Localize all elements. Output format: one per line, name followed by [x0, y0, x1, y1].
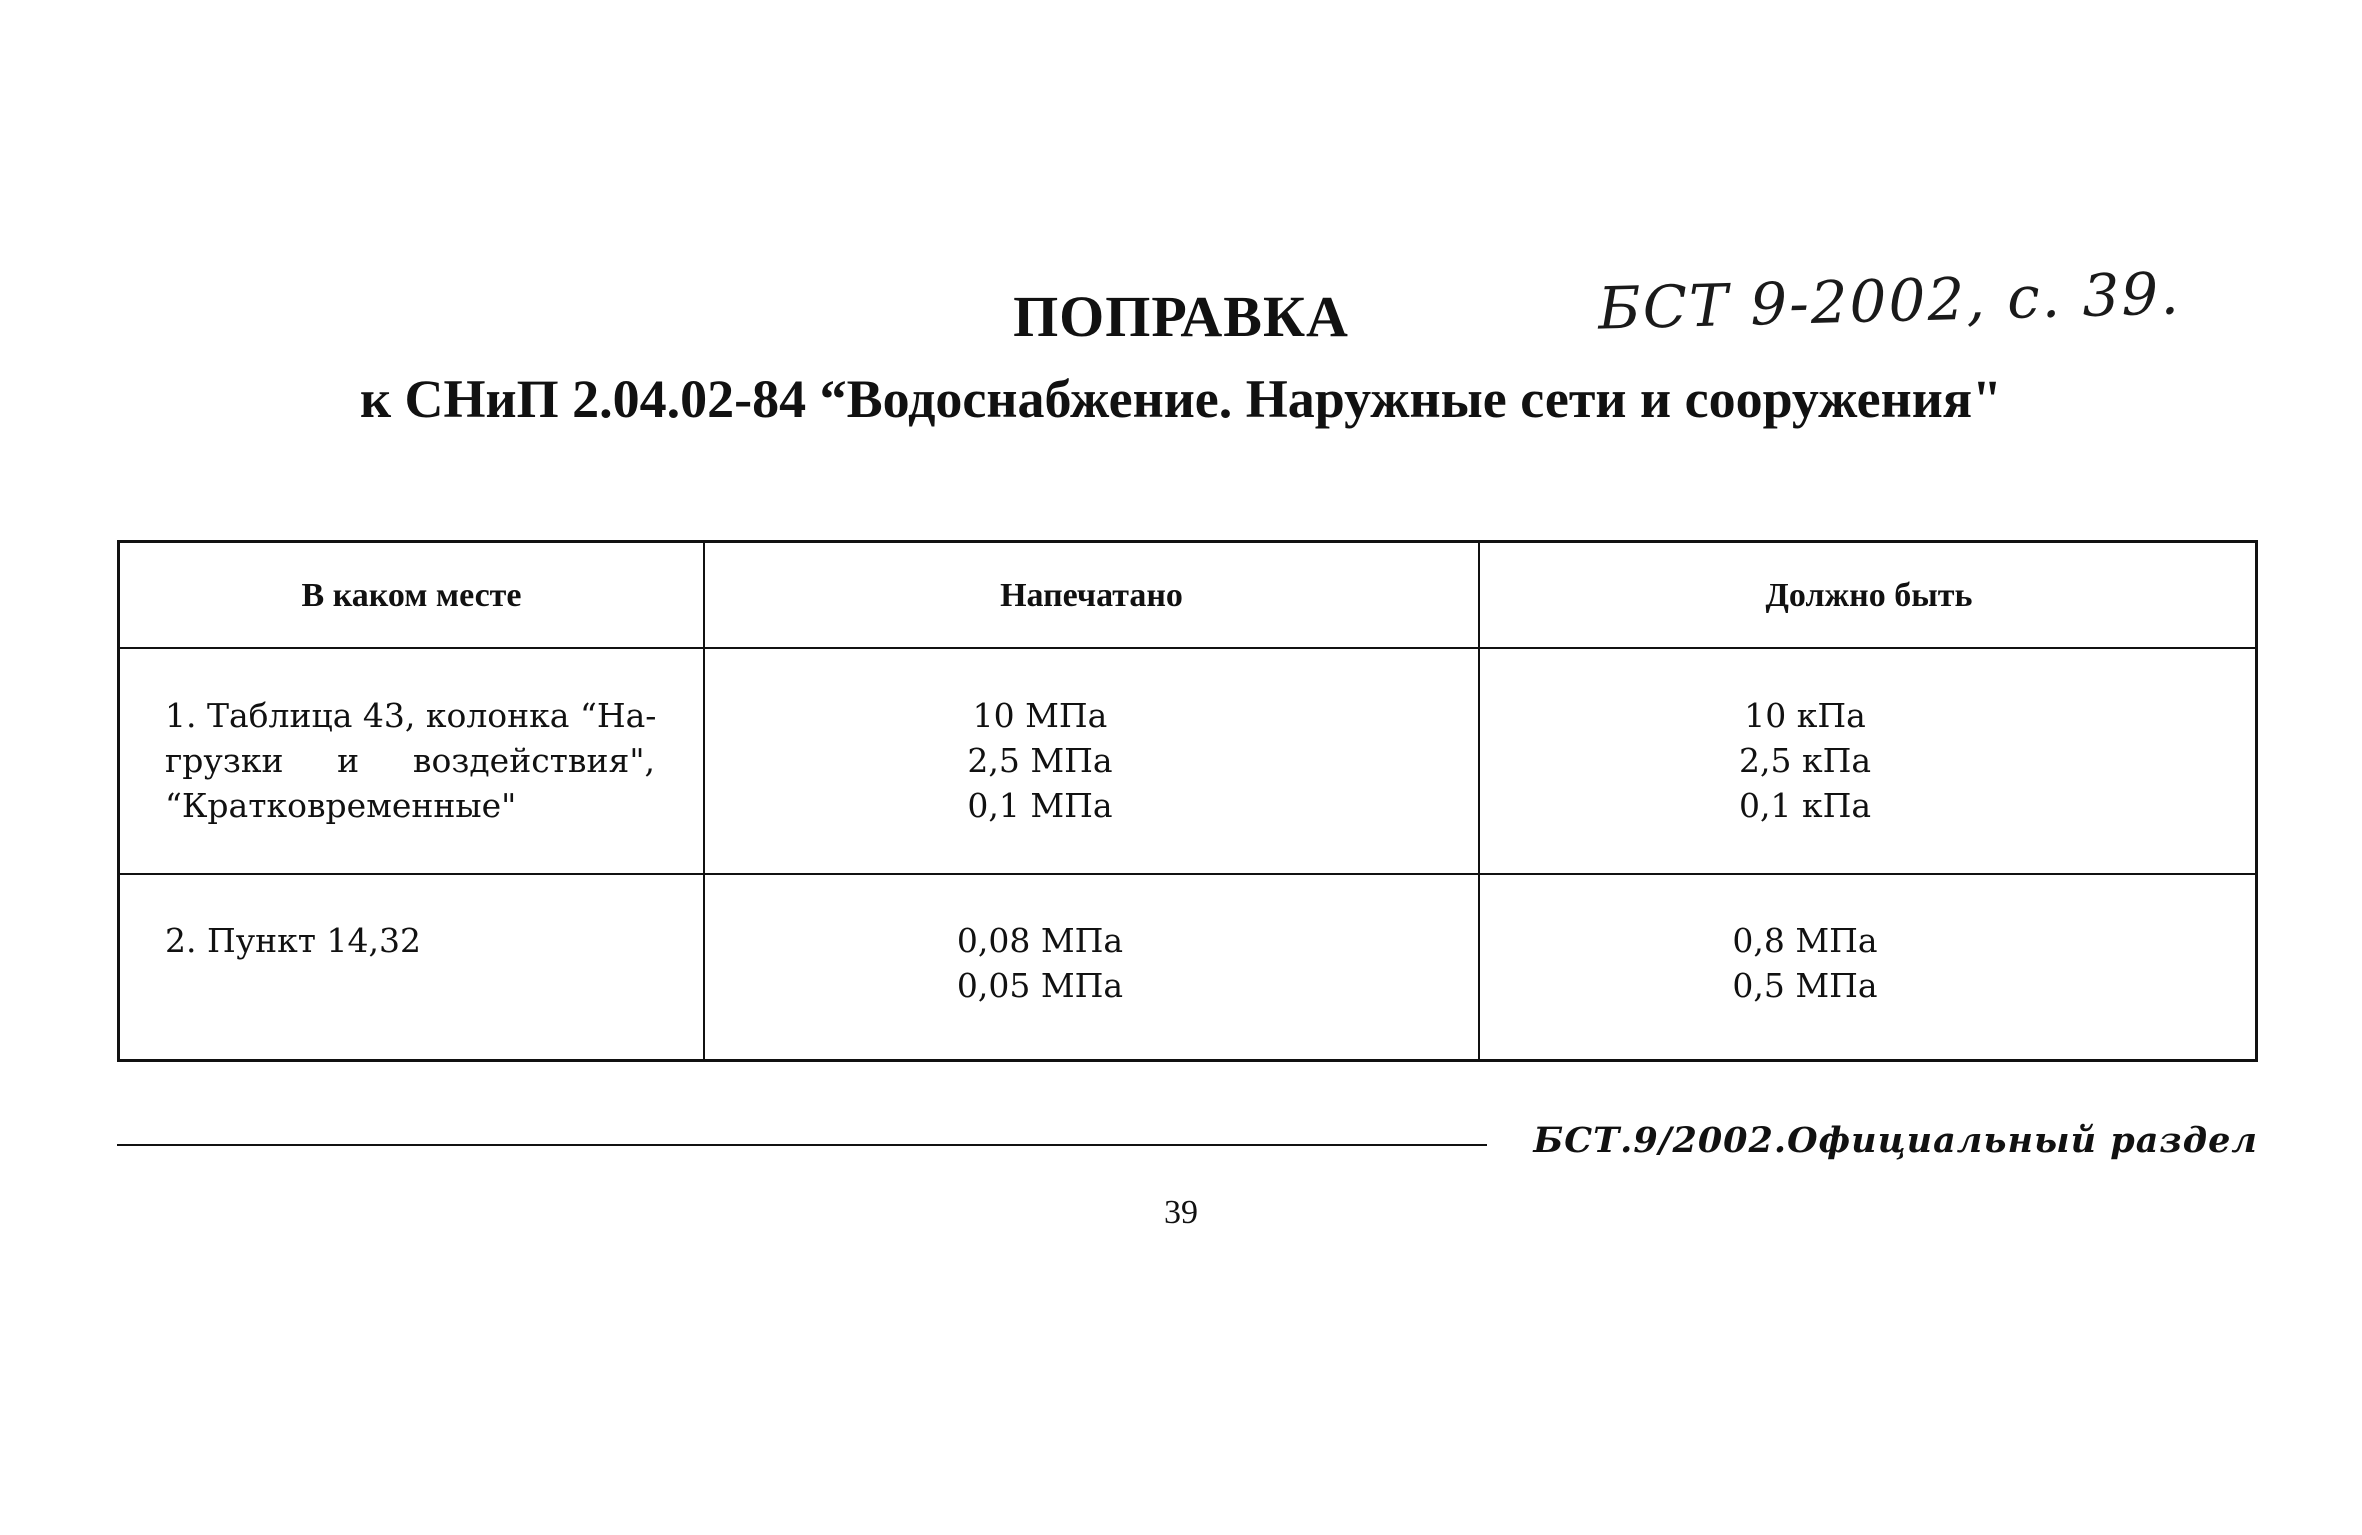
- row-1-should-be: [1650, 693, 1960, 828]
- row-1-location-line-3: “Кратковременные": [165, 786, 517, 825]
- column-divider-1: [703, 543, 705, 1059]
- row-1-printed-line-3: 0,1 МПа: [967, 786, 1113, 825]
- row-2-printed-line-1: 0,08 МПа: [956, 921, 1124, 960]
- row-1-location-line-1: 1. Таблица 43, колонка “На-: [165, 696, 657, 735]
- row-2-should-be-line-1: 0,8 МПа: [1732, 921, 1878, 960]
- row-1-should-be-line-1: 10 кПа: [1744, 696, 1866, 735]
- row-1-printed-line-1: 10 МПа: [972, 696, 1108, 735]
- corrections-table: [117, 540, 2258, 1062]
- row-2-should-be: [1650, 918, 1960, 1008]
- header-printed: Напечатано: [1000, 577, 1183, 614]
- header-location: В каком месте: [301, 577, 522, 614]
- row-1-printed-line-2: 2,5 МПа: [967, 741, 1113, 780]
- column-divider-2: [1478, 543, 1480, 1059]
- document-subtitle: к СНиП 2.04.02-84 “Водоснабжение. Наружные сети и сооружения": [359, 369, 2003, 429]
- row-1-should-be-line-2: 2,5 кПа: [1738, 741, 1872, 780]
- row-divider: [120, 873, 2255, 875]
- header-should-be: Должно быть: [1765, 577, 1973, 614]
- row-2-printed: [885, 918, 1195, 1008]
- row-2-printed-line-2: 0,05 МПа: [956, 966, 1124, 1005]
- row-1-location: [165, 693, 655, 828]
- row-1-printed: [885, 693, 1195, 828]
- row-1-location-line-2: грузки и воздействия",: [165, 741, 655, 780]
- row-2-location-line-1: 2. Пункт 14,32: [165, 921, 422, 960]
- footer-publication: БСТ.9/2002.Официальный раздел: [1533, 1120, 2258, 1161]
- row-1-should-be-line-3: 0,1 кПа: [1738, 786, 1872, 825]
- handwritten-note: БСТ 9-2002, с. 39.: [1597, 259, 2182, 343]
- row-2-should-be-line-2: 0,5 МПа: [1732, 966, 1878, 1005]
- row-2-location: [165, 918, 655, 963]
- footer-rule: [117, 1144, 1487, 1146]
- page-number: 39: [1164, 1194, 1198, 1231]
- document-title: ПОПРАВКА: [1013, 284, 1349, 349]
- header-row-divider: [120, 647, 2255, 649]
